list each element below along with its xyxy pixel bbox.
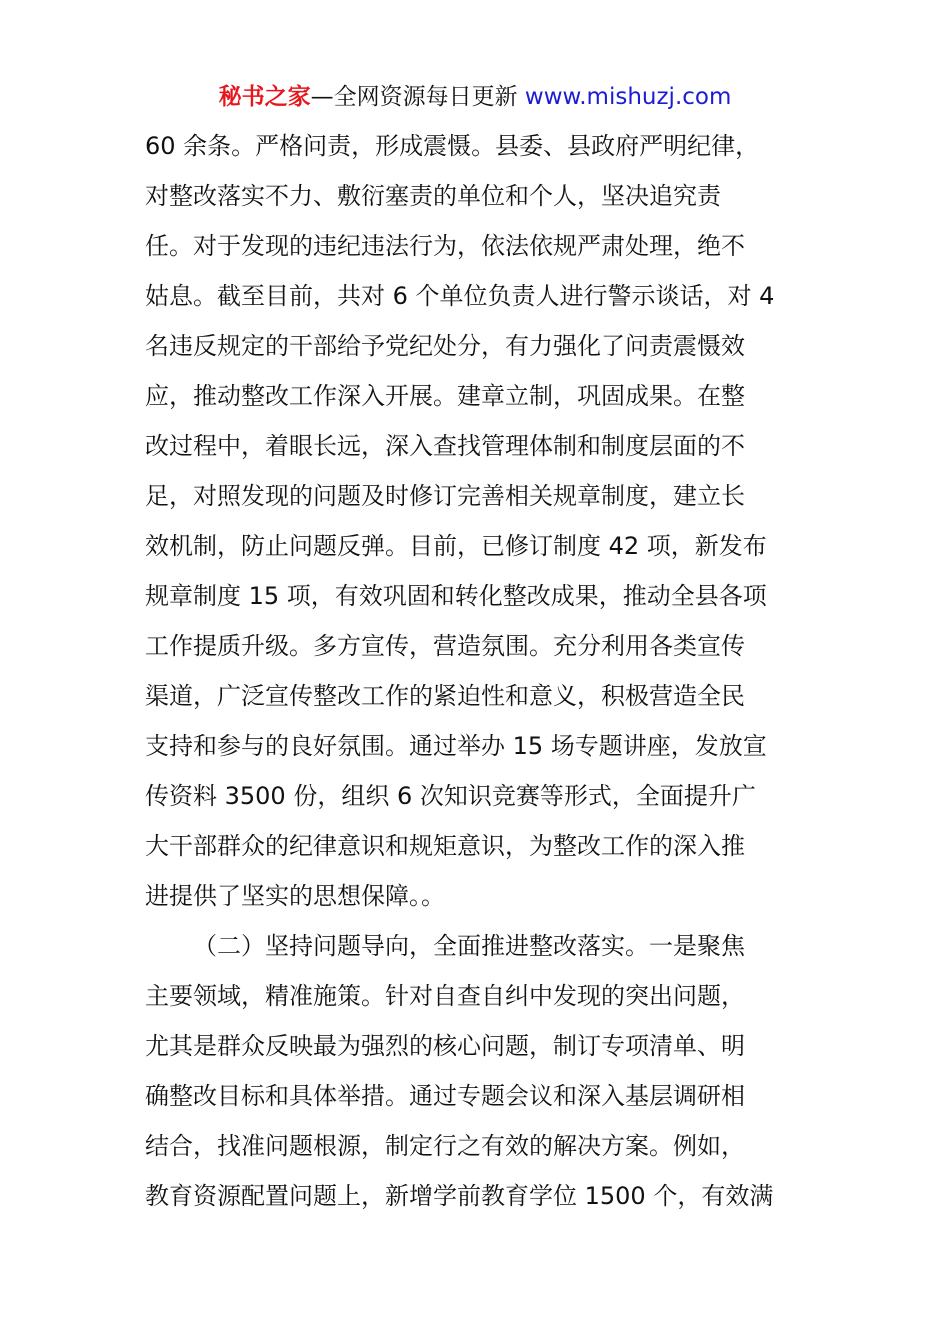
text-line: 任。对于发现的违纪违法行为，依法依规严肃处理，绝不 bbox=[145, 232, 745, 260]
text-line: 传资料 3500 份，组织 6 次知识竞赛等形式，全面提升广 bbox=[145, 782, 756, 810]
text-line: 效机制，防止问题反弹。目前，已修订制度 42 项，新发布 bbox=[145, 532, 767, 560]
page-header bbox=[0, 80, 950, 114]
text-line: 大干部群众的纪律意识和规矩意识，为整改工作的深入推 bbox=[145, 832, 745, 860]
text-line: 足，对照发现的问题及时修订完善相关规章制度，建立长 bbox=[145, 482, 745, 510]
text-line: 渠道，广泛宣传整改工作的紧迫性和意义，积极营造全民 bbox=[145, 682, 745, 710]
text-line: 规章制度 15 项，有效巩固和转化整改成果，推动全县各项 bbox=[145, 582, 767, 610]
text-line: 应，推动整改工作深入开展。建章立制，巩固成果。在整 bbox=[145, 382, 745, 410]
text-line: 确整改目标和具体举措。通过专题会议和深入基层调研相 bbox=[145, 1082, 745, 1110]
document-body bbox=[145, 121, 810, 1221]
text-line: 名违反规定的干部给予党纪处分，有力强化了问责震慑效 bbox=[145, 332, 745, 360]
text-line: 60 余条。严格问责，形成震慑。县委、县政府严明纪律， bbox=[145, 132, 760, 160]
site-brand: 秘书之家 bbox=[218, 84, 311, 110]
text-line: 尤其是群众反映最为强烈的核心问题，制订专项清单、明 bbox=[145, 1032, 745, 1060]
text-line: 主要领域，精准施策。针对自查自纠中发现的突出问题， bbox=[145, 982, 745, 1010]
text-line: 工作提质升级。多方宣传，营造氛围。充分利用各类宣传 bbox=[145, 632, 745, 660]
site-tagline: —全网资源每日更新 bbox=[310, 84, 518, 110]
paragraph-start-line: （二）坚持问题导向，全面推进整改落实。一是聚焦 bbox=[193, 932, 745, 960]
text-line: 支持和参与的良好氛围。通过举办 15 场专题讲座，发放宣 bbox=[145, 732, 767, 760]
text-line: 改过程中，着眼长远，深入查找管理体制和制度层面的不 bbox=[145, 432, 745, 460]
text-line: 姑息。截至目前，共对 6 个单位负责人进行警示谈话，对 4 bbox=[145, 282, 775, 310]
text-line: 进提供了坚实的思想保障。。 bbox=[145, 882, 445, 910]
site-url-link[interactable]: www.mishuzj.com bbox=[524, 84, 732, 110]
text-line: 教育资源配置问题上，新增学前教育学位 1500 个，有效满 bbox=[145, 1182, 774, 1210]
text-line: 结合，找准问题根源，制定行之有效的解决方案。例如， bbox=[145, 1132, 745, 1160]
text-line: 对整改落实不力、敷衍塞责的单位和个人，坚决追究责 bbox=[145, 182, 721, 210]
